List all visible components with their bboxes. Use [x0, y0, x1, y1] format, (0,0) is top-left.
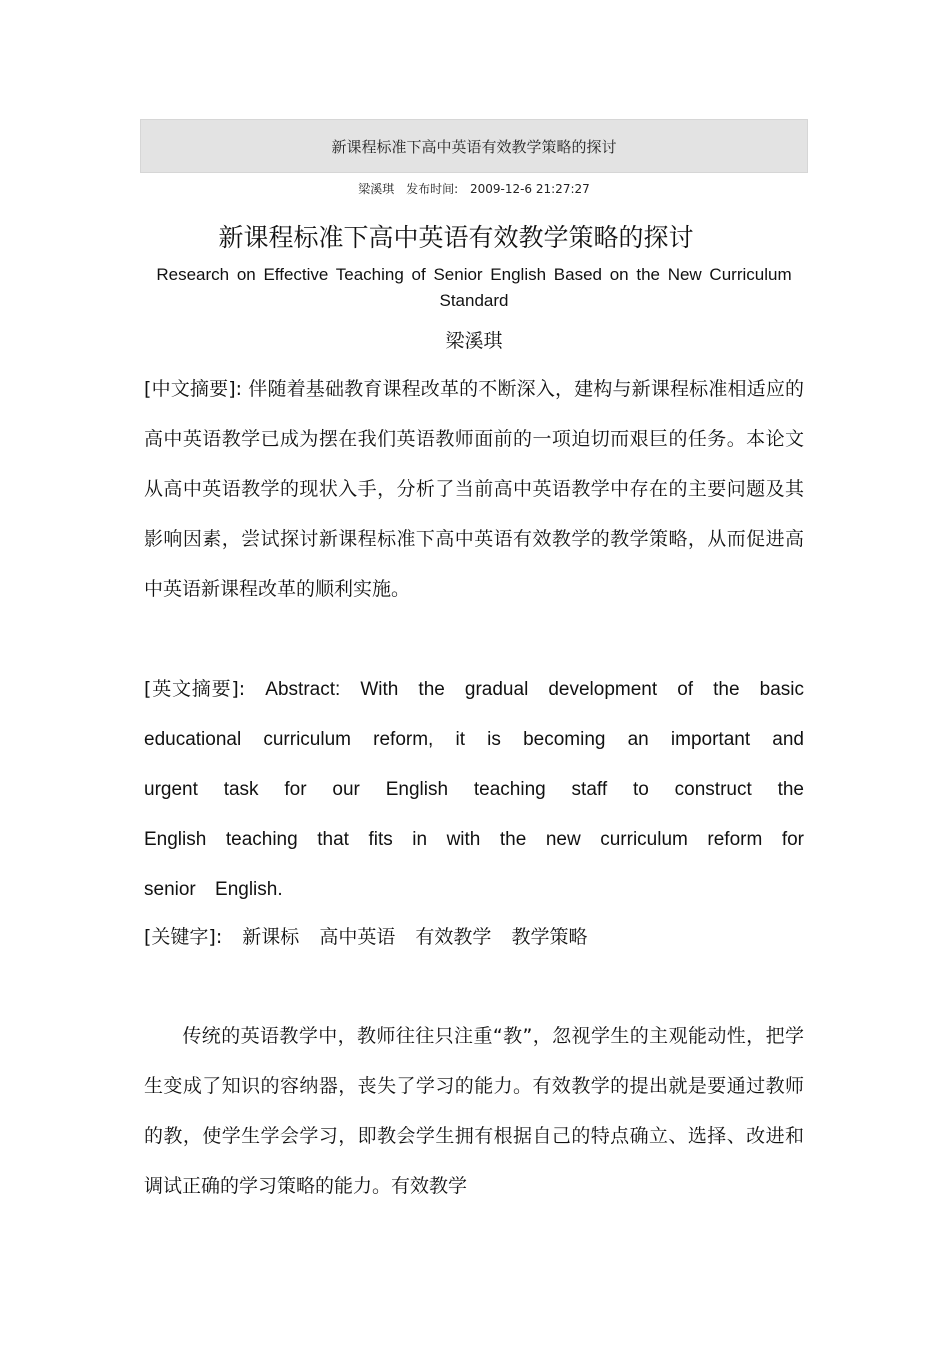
- abstract-cn-text: 伴随着基础教育课程改革的不断深入，建构与新课程标准相适应的高中英语教学已成为摆在我们英语教师面前的一项迫切而艰巨的任务。本论文从高中英语教学的现状入手，分析了当前高中英语教学中存在的主要问题及其影响因素，尝试探讨新课程标准下高中英语有效教学的教学策略，从而促进高中英语新课程改革的顺利实施。: [144, 378, 804, 600]
- header-title: 新课程标准下高中英语有效教学策略的探讨: [331, 137, 617, 156]
- abstract-en: [144, 664, 804, 915]
- publish-meta: [140, 180, 808, 197]
- keywords-label: [关键字]:: [144, 926, 223, 948]
- meta-published-label: 发布时间:: [406, 182, 459, 196]
- keyword: 新课标: [242, 926, 300, 948]
- abstract-cn-label: [中文摘要]:: [144, 378, 243, 400]
- article-title-cn: 新课程标准下高中英语有效教学策略的探讨: [218, 223, 694, 252]
- meta-published-time: 2009-12-6 21:27:27: [469, 182, 590, 196]
- abstract-cn: [144, 364, 804, 614]
- paragraph-text: 传统的英语教学中，教师往往只注重“教”，忽视学生的主观能动性，把学生变成了知识的容纳器，丧失了学习的能力。有效教学的提出就是要通过教师的教，使学生学会学习，即教会学生拥有根据自己的特点确立、选择、改进和调试正确的学习策略的能力。有效教学: [144, 1025, 804, 1197]
- article-author: 梁溪琪: [445, 330, 503, 352]
- keyword: 教学策略: [511, 926, 588, 948]
- keyword: 高中英语: [319, 926, 396, 948]
- keyword: 有效教学: [415, 926, 492, 948]
- keywords: [144, 912, 804, 962]
- abstract-en-label: [英文摘要]:: [144, 678, 246, 700]
- article-header-bar: [140, 119, 808, 173]
- abstract-en-text: Abstract: With the gradual development of the basic educational curriculum reform, it is becoming an important and urgent task for our English teaching staff to construct the English teaching that fits in with the new curriculum reform for senior English.: [144, 679, 804, 900]
- meta-author: 梁溪琪: [358, 182, 395, 196]
- article-title-en: Research on Effective Teaching of Senior English Based on the New Curriculum Standard: [156, 265, 792, 310]
- body-paragraph: [144, 1011, 804, 1211]
